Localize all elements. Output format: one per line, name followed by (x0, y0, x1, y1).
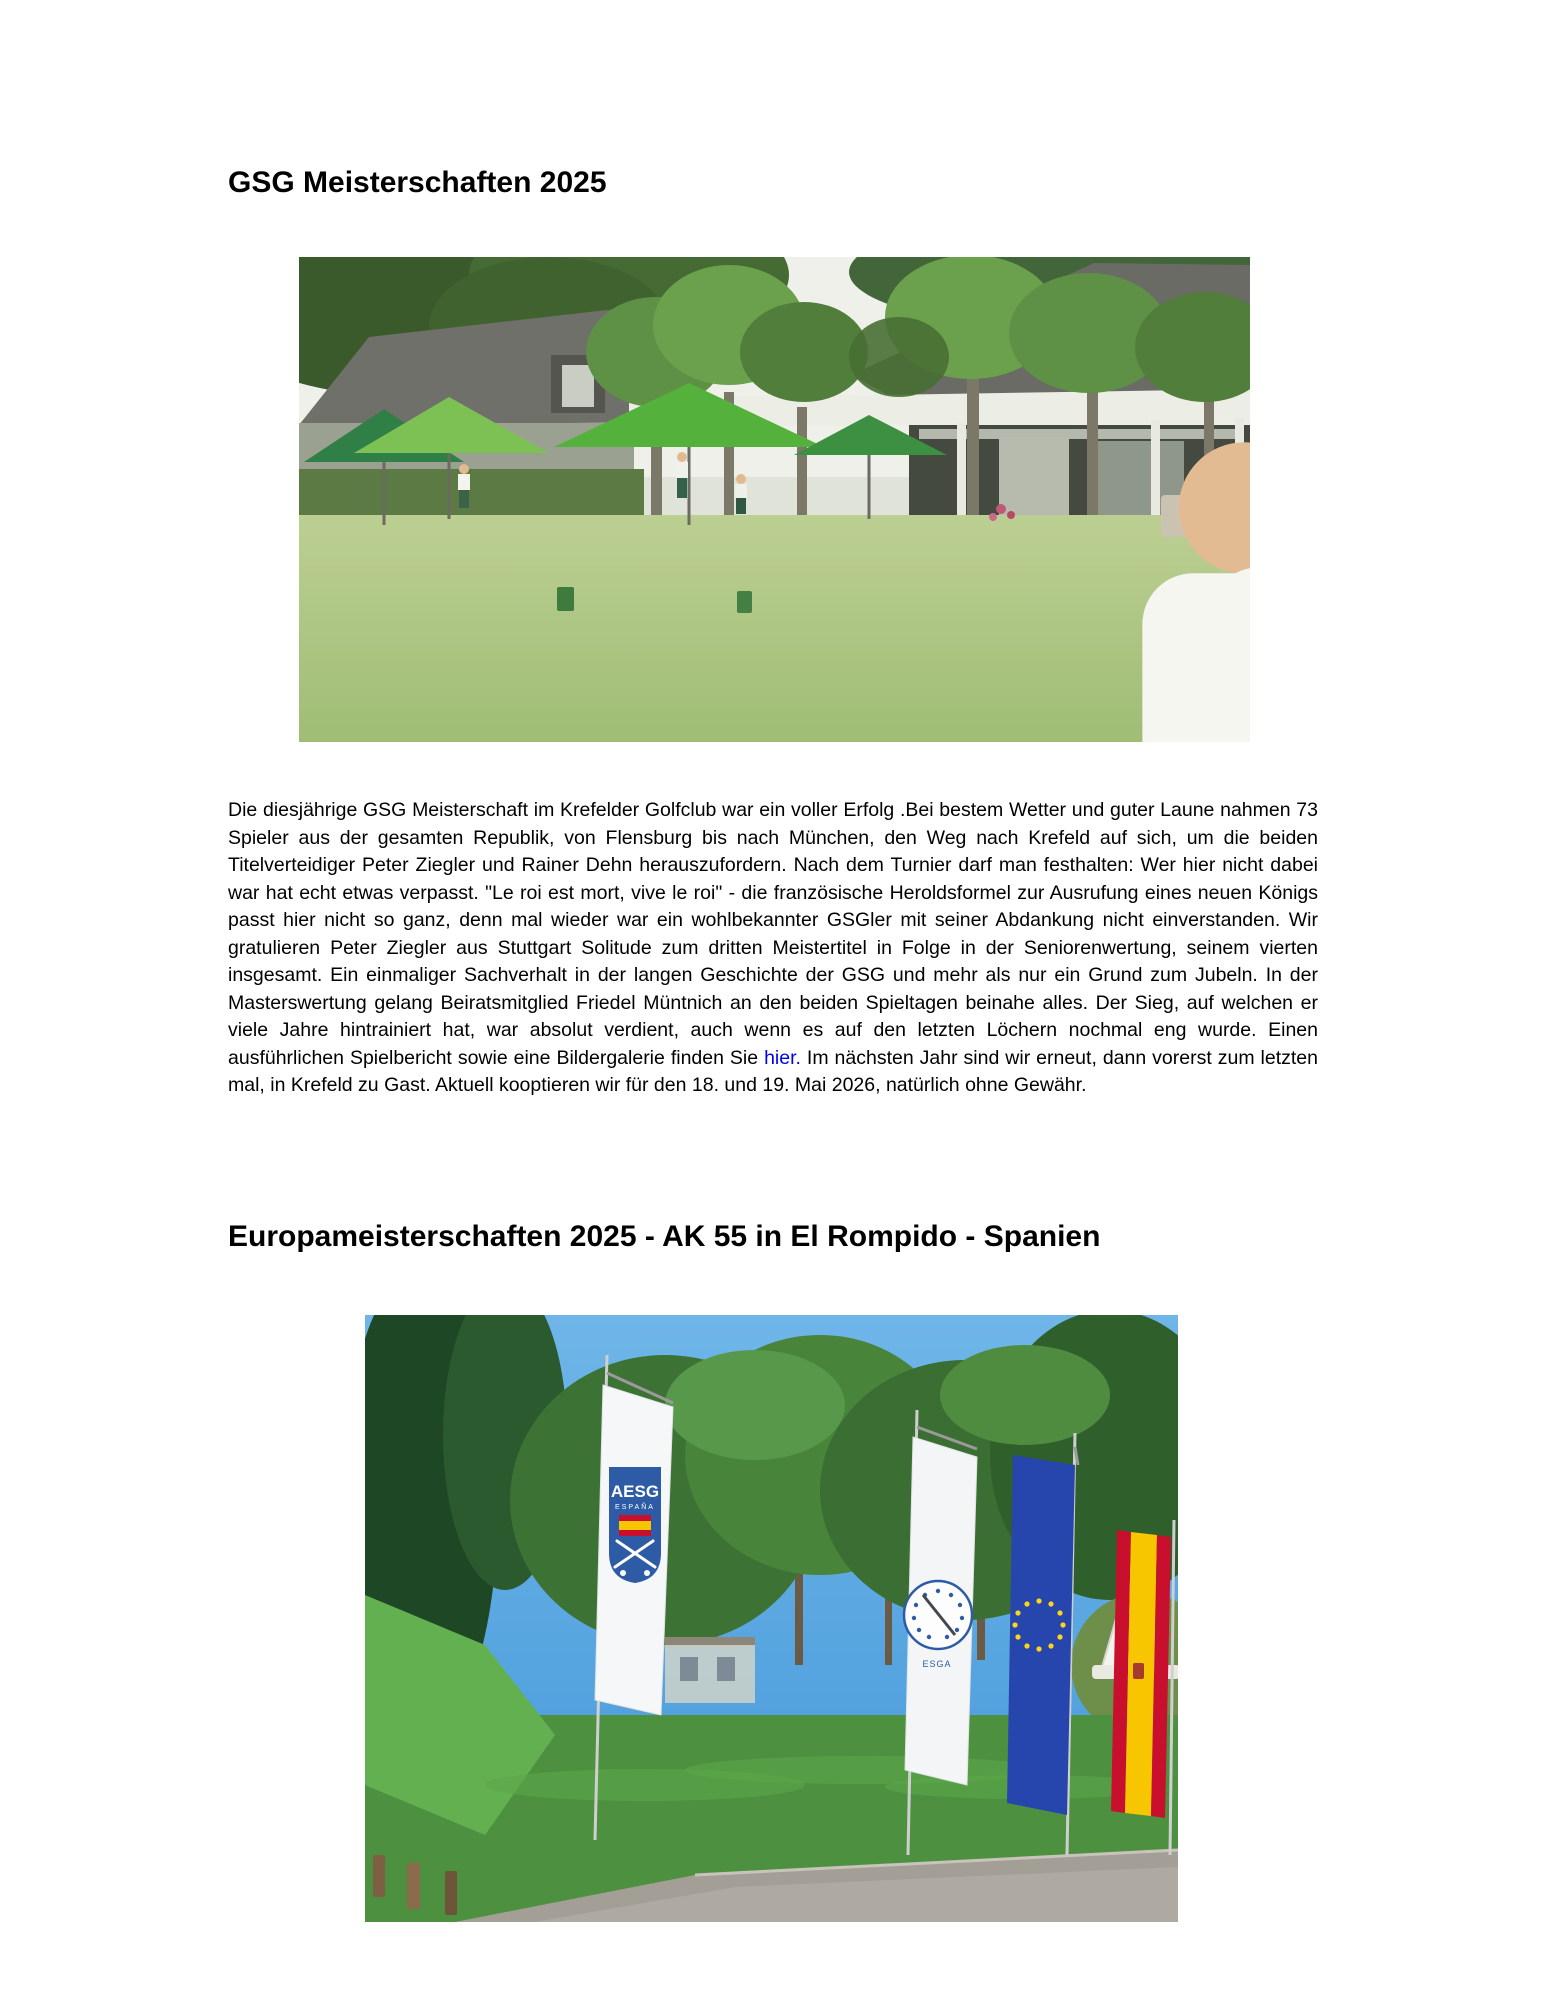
gift-bag (557, 587, 574, 611)
eu-flag (1007, 1433, 1078, 1855)
section-title-gsg: GSG Meisterschaften 2025 (228, 166, 607, 199)
gift-bag (737, 591, 752, 613)
gsg-group-photo (299, 257, 1250, 742)
spain-crest (1133, 1663, 1144, 1679)
aesg-flag-sublabel: ESPAÑA (615, 1504, 655, 1511)
spain-mini-flag-icon (619, 1515, 651, 1536)
article-paragraph (228, 797, 1318, 1100)
paragraph-text-before-link: Die diesjährige GSG Meisterschaft im Krefelder Golfclub war ein voller Erfolg .Bei bestem Wetter und guter Laune nahmen 73 Spieler aus der gesamten Republik, von Flensburg bis nach München, den Weg nach Krefeld auf sich, um die beiden Titelverteidiger Peter Ziegler und Rainer Dehn herauszufordern. Nach dem Turnier darf man festhalten: Wer hier nicht dabei war hat echt etwas verpasst. "Le roi est mort, vive le roi" - die französische Heroldsformel zur Ausrufung eines neuen Königs passt hier nicht so ganz, denn mal wieder war ein wohlbekannter GSGler mit seiner Abdankung nicht einverstanden. Wir gratulieren Peter Ziegler aus Stuttgart Solitude zum dritten Meistertitel in Folge in der Seniorenwertung, seinem vierten insgesamt. Ein einmaliger Sachverhalt in der langen Geschichte der GSG und mehr als nur ein Grund zum Jubeln. In der Masterswertung gelang Beiratsmitglied Friedel Müntnich an den beiden Spieltagen beinahe alles. Der Sieg, auf welchen er viele Jahre hintrainiert hat, war absolut verdient, auch wenn es auf den letzten Löchern nochmal eng wurde. Einen ausführlichen Spielbericht sowie eine Bildergalerie finden Sie (228, 799, 1318, 1069)
gsg-group-photo-illustration (299, 257, 1250, 742)
esga-flag-label: ESGA (922, 1659, 952, 1669)
paragraph-text-after-link: Im nächsten Jahr sind wir erneut, dann vorerst zum letzten mal, in Krefeld zu Gast. Aktuell kooptieren wir für den 18. und 19. Mai 2026, natürlich ohne Gewähr. (228, 1046, 1318, 1096)
section-title-europameisterschaften: Europameisterschaften 2025 - AK 55 in El Rompido - Spanien (228, 1220, 1101, 1253)
el-rompido-photo-illustration (365, 1315, 1178, 1922)
hier-link[interactable]: hier. (764, 1046, 801, 1069)
el-rompido-team-photo (365, 1315, 1178, 1922)
spain-flag (1111, 1520, 1174, 1855)
lawn (299, 515, 1250, 742)
aesg-flag-label: AESG (610, 1482, 660, 1501)
